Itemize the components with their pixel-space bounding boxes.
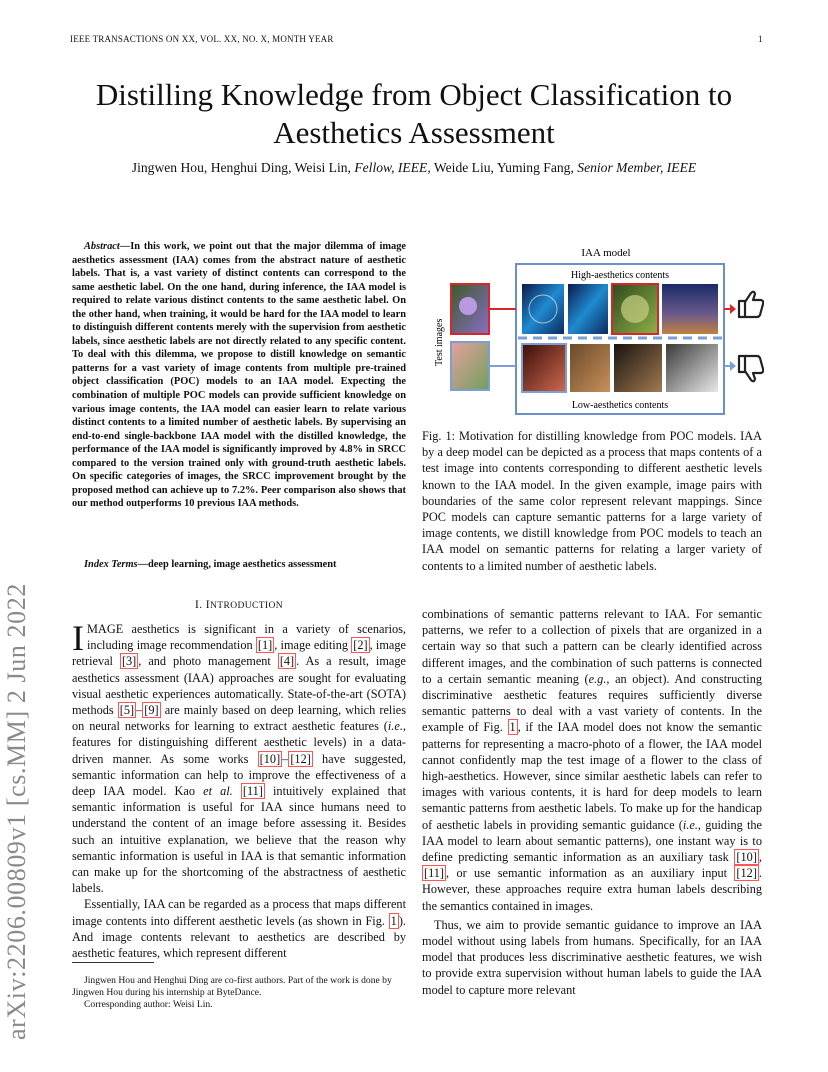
intro-paragraph-1 bbox=[72, 618, 407, 896]
text-run: , image retrieval bbox=[72, 638, 406, 669]
citation-link[interactable]: [3] bbox=[121, 654, 137, 669]
text-run: – bbox=[136, 703, 143, 718]
citation-link[interactable]: [12] bbox=[736, 866, 757, 881]
text-run: – bbox=[282, 751, 289, 766]
footnote-rule bbox=[72, 962, 154, 963]
high-image-2 bbox=[568, 284, 608, 334]
arxiv-stamp-text: arXiv:2206.00809v1 [cs.MM] 2 Jun 2022 bbox=[2, 583, 31, 1040]
high-image-3-detail bbox=[621, 295, 649, 323]
figure-link[interactable]: 1 bbox=[390, 913, 397, 928]
text-run: combinations of semantic patterns relevant to IAA. For semantic patterns, we refer to a collection of pixels that are organized in a certain way so that such a pattern can be clearly identified across different images, and the combination of such patterns is connected to a certain semantic meaning ( bbox=[422, 607, 762, 686]
citation-link[interactable]: [5] bbox=[119, 703, 135, 718]
low-aesthetics-label: Low-aesthetics contents bbox=[571, 400, 669, 411]
page-number: 1 bbox=[758, 34, 763, 44]
text-run: , image editing bbox=[274, 638, 352, 653]
text-run: e.g., bbox=[588, 671, 610, 686]
citation-link[interactable]: [1] bbox=[257, 638, 273, 653]
low-image-4 bbox=[666, 344, 718, 392]
low-image-2 bbox=[570, 344, 610, 392]
running-header: IEEE TRANSACTIONS ON XX, VOL. XX, NO. X, MONTH YEAR bbox=[70, 34, 334, 44]
test-image-baby bbox=[451, 342, 489, 390]
paper-title: Distilling Knowledge from Object Classification to Aesthetics Assessment bbox=[95, 77, 733, 150]
flower-shape bbox=[459, 297, 477, 315]
text-run: , bbox=[758, 850, 762, 865]
output-arrowhead-high bbox=[730, 304, 736, 314]
figure-1-diagram bbox=[430, 244, 764, 418]
footnote-line-1: Jingwen Hou and Henghui Ding are co-first authors. Part of the work is done by Jingwen Hou during his internship at ByteDance. bbox=[72, 975, 392, 998]
citation-link[interactable]: [12] bbox=[290, 751, 311, 766]
intro-left-column bbox=[72, 618, 407, 961]
figure-top-label: IAA model bbox=[581, 247, 631, 259]
author-list bbox=[40, 160, 788, 176]
text-run: intuitively explained that semantic information is useful for IAA since humans need to understand the content of an image before assessing it. Besides such an intuitive explanation, we believe that the reason why semantic information is useful in IAA is that semantic information can make up for the shortcoming of the abstractness of aesthetic labels. bbox=[72, 784, 407, 896]
output-arrowhead-low bbox=[730, 361, 736, 371]
section-title-rest: NTRODUCTION bbox=[210, 601, 284, 611]
text-run: et al. bbox=[203, 784, 233, 799]
low-image-3 bbox=[614, 344, 662, 392]
thumbs-up-icon bbox=[739, 292, 763, 317]
section-heading bbox=[72, 599, 406, 611]
test-images-label: Test images bbox=[434, 318, 445, 366]
text-run: ). And image contents relevant to aesthetics are described by aesthetic features, which represent different bbox=[72, 913, 406, 961]
figure-caption bbox=[422, 428, 762, 574]
text-run: guiding the IAA model to learn about semantic patterns), one instant way is to define predicting semantic information as an auxiliary task bbox=[422, 817, 763, 865]
caption-text: Motivation for distilling knowledge from POC models. IAA by a deep model can be depicted as a process that maps contents of a test image into contents corresponding to different aesthetic levels known to the IAA model. In the given example, image pairs with boundaries of the same color represent relevant mappings. Since POC models can capture semantic patterns for a large variety of image contents, we distill knowledge from POC models to teach an IAA model on semantic patterns for relating a larger variety of contents to a limited number of aesthetic labels. bbox=[422, 429, 762, 573]
high-aesthetics-label: High-aesthetics contents bbox=[570, 270, 670, 281]
citation-link[interactable]: [2] bbox=[353, 638, 368, 653]
right-paragraph-1 bbox=[422, 606, 762, 914]
text-run: . As a result, image aesthetics assessment (IAA) approaches are sought for evaluating visual aesthetic experiences automatically. State-of-the-art (SOTA) methods bbox=[72, 654, 406, 718]
abstract bbox=[72, 240, 406, 511]
intro-right-column bbox=[422, 606, 762, 998]
index-terms bbox=[72, 558, 406, 572]
section-number: I. bbox=[194, 599, 203, 611]
author-role-1: Fellow, IEEE, bbox=[354, 160, 431, 175]
citation-link[interactable]: [4] bbox=[279, 654, 295, 669]
figure-link[interactable]: 1 bbox=[509, 720, 516, 735]
text-run: features for distinguishing different aesthetic levels) in a data-driven manner. As some works bbox=[72, 735, 406, 766]
high-image-1 bbox=[522, 284, 564, 334]
text-run: i.e., bbox=[387, 719, 406, 734]
text-run: have suggested, semantic information can help to improve the effectiveness of a deep IAA model. Kao bbox=[72, 751, 407, 799]
high-image-4 bbox=[662, 284, 718, 334]
text-run: MAGE aesthetics is significant in a variety of scenarios, including image recommendation bbox=[87, 622, 406, 653]
footnote bbox=[72, 975, 406, 1011]
thumbs-down-icon bbox=[739, 356, 763, 381]
right-paragraph-2: Thus, we aim to provide semantic guidance to improve an IAA model without using labels from humans. Specifically, for an IAA model that produces less discriminative aesthetic features, we wish to provide extra supervision without human labels to guide the IAA model to capture more relevant bbox=[422, 917, 762, 997]
citation-link[interactable]: [10] bbox=[259, 751, 281, 766]
index-terms-label: Index Terms bbox=[84, 559, 138, 570]
citation-link[interactable]: [11] bbox=[242, 784, 263, 799]
text-run: . However, these approaches require extra human labels describing the semantics contained in images. bbox=[422, 866, 762, 913]
index-terms-text: —deep learning, image aesthetics assessment bbox=[137, 559, 337, 570]
low-image-1 bbox=[522, 344, 566, 392]
text-run: an object). And constructing discriminative aesthetic features requires sufficiently diverse semantic patterns to deal with a vast variety of contents. In the example of Fig. bbox=[422, 671, 763, 735]
text-run: Essentially, IAA can be regarded as a process that maps different image contents into different aesthetic levels (as shown in Fig. bbox=[72, 897, 406, 928]
text-run: , or use semantic information as an auxiliary input bbox=[446, 866, 735, 881]
citation-link[interactable]: [11] bbox=[424, 866, 445, 881]
author-names-2: Weide Liu, Yuming Fang, bbox=[430, 160, 578, 175]
citation-link[interactable]: [10] bbox=[736, 850, 757, 865]
citation-link[interactable]: [9] bbox=[144, 703, 159, 718]
abstract-text: —In this work, we point out that the major dilemma of image aesthetics assessment (IAA) comes from the abstract nature of aesthetic labels. That is, a vast variety of distinct contents can correspond to the same aesthetic label. On the one hand, during inference, the IAA model is required to relate various distinct contents to the same aesthetic label. On the other hand, when training, it would be hard for the IAA model to learn to distinguish different contents merely with the supervision from aesthetic labels, since aesthetic labels are not directly related to any specific content. To deal with this dilemma, we propose to distill knowledge on semantic patterns for a vast variety of image contents from multiple pre-trained object classification (POC) models to an IAA model. Expecting the combination of multiple POC models can provide sufficient knowledge on various image contents, the IAA model can easier learn to relate various distinct contents to a limited number of aesthetic labels. By supervising an end-to-end single-backbone IAA model with the distilled knowledge, the performance of the IAA model is significantly improved by 4.8% in SRCC compared to the version trained only with ground-truth aesthetic labels. On specific categories of images, the SRCC improvement brought by the proposed method can achieve up to 7.2%. Peer comparison also shows that our method outperforms 10 previous IAA methods. bbox=[72, 241, 406, 510]
author-role-2: Senior Member, IEEE bbox=[577, 160, 697, 175]
caption-label: Fig. 1: bbox=[422, 429, 456, 443]
text-run bbox=[233, 784, 241, 798]
text-run: , and photo management bbox=[138, 654, 278, 669]
author-names-1: Jingwen Hou, Henghui Ding, Weisi Lin, bbox=[131, 160, 355, 175]
figure-1 bbox=[430, 244, 764, 418]
footnote-line-2: Corresponding author: Weisi Lin. bbox=[84, 999, 213, 1010]
text-run: , if the IAA model does not know the semantic patterns for representing a macro-photo of a flower, the IAA model cannot confidently map the test image of a flower to the class of high-aesthetics. However, since similar aesthetic labels can refer to images with various contents, it is hard for deep models to learn semantic patterns from aesthetic labels. To make up for the handicap of aesthetic labels in providing semantic guidance ( bbox=[422, 720, 762, 832]
section-title-initial: I bbox=[205, 599, 210, 611]
abstract-label: Abstract bbox=[84, 241, 120, 252]
text-run: i.e., bbox=[682, 817, 702, 832]
intro-paragraph-2 bbox=[72, 896, 406, 961]
text-run: are mainly based on deep learning, which relies on neural networks for learning to extract aesthetic features ( bbox=[72, 703, 407, 734]
drop-cap: I bbox=[72, 618, 84, 658]
